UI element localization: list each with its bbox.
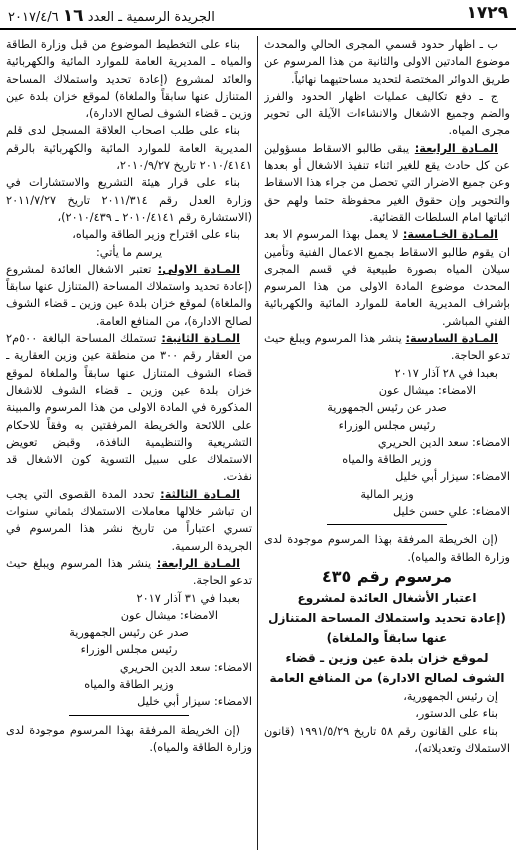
right-column: [264, 36, 510, 852]
issue-date: ٢٠١٧/٤/٦: [8, 10, 59, 25]
article-text: ينشر هذا المرسوم ويبلغ حيث تدعو الحاجة.: [6, 556, 252, 588]
pm-title: رئيس مجلس الوزراء: [80, 643, 178, 657]
publication-name: الجريدة الرسمية ـ العدد: [87, 10, 215, 25]
page-number: ١٧٢٩: [466, 3, 508, 23]
article-text: تعتبر الاشغال العائدة لمشروع (إعادة تحديد واستملاك المساحة (المتنازل عنها سابقاً والملغاة) لموقع خزان بلدة عين وزين ـ قضاء الشوف لصالح الادارة)، من المنافع العامة.: [6, 262, 252, 328]
signature-president: الامضاء: ميشال عون: [120, 608, 218, 622]
paragraph: ج ـ دفع تكاليف عمليات اظهار الحدود والفرز والضم وجميع الاشغال والانشاءات الآيلة الى تحوير مجرى المياه.: [264, 89, 510, 138]
article-text: تحدد المدة القصوى التي يجب ان تباشر خلالها معاملات الاستملاك بثماني سنوات تسري اعتباراً من تاريخ نشر هذا المرسوم في الجريدة الرسمية.: [6, 487, 252, 553]
separator: [327, 524, 447, 525]
attachment-note: (إن الخريطة المرفقة بهذا المرسوم موجودة لدى وزارة الطاقة والمياه).: [264, 533, 510, 564]
article-1: [6, 261, 252, 330]
paragraph: ب ـ اظهار حدود قسمي المجرى الحالي والمحدث موضوع المادتين الاولى والثانية من هذا المرسوم عن طريق الدوائر المختصة لتحديد مساحتيهما نهائياً.: [264, 38, 510, 86]
signature-president: الامضاء: ميشال عون: [378, 383, 476, 397]
issued-by: صدر عن رئيس الجمهورية: [327, 401, 447, 415]
energy-minister-title: وزير الطاقة والمياه: [342, 453, 432, 467]
preamble: بناء على الدستور،: [415, 707, 498, 721]
date-line: بعبدا في ٢٨ آذار ٢٠١٧: [394, 366, 498, 380]
article-label: المـادة السادسة:: [405, 332, 498, 346]
date-line: بعبدا في ٣١ آذار ٢٠١٧: [136, 591, 240, 605]
issue-number: ١٦: [62, 6, 84, 26]
signature-finance: الامضاء: علي حسن خليل: [392, 505, 510, 519]
preamble: بناء على القانون رقم ٥٨ تاريخ ١٩٩١/٥/٢٩ (قانون الاستملاك وتعديلاته)،: [264, 724, 510, 755]
article-label: المـادة الثالثة:: [160, 487, 240, 501]
signature-pm: الامضاء: سعد الدين الحريري: [377, 435, 510, 449]
preamble: بناء على قرار هيئة التشريع والاستشارات في وزارة العدل رقم ٢٠١١/٣١٤ تاريخ ٢٠١١/٧/٢٧ (الاستشارة رقم ٢٠١٠/٤١٤١ ـ ٢٠١٠/٤٣٩)،: [6, 176, 252, 224]
signature-pm: الامضاء: سعد الدين الحريري: [119, 660, 252, 674]
article-3: [6, 486, 252, 555]
article-text: تستملك المساحة البالغة ٥٠٠م٢ من العقار رقم ٣٠٠ من منطقة عين وزين العقارية ـ قضاء الشوف المتنازل عنها سابقاً والملغاة لموقع خزان بلدة عين وزين ـ قضاء الشوف للاشغال المذكورة في المادة الاولى من هذا المرسوم والمبينة على اللائحة والخريطة المرفقتين به وفقاً للاحكام التشريعية والتنظيمية النافذة، وقبض تعويض الاستملاك على سبيل التسوية كون الاشغال قد نفذت.: [6, 332, 252, 484]
signature-energy: الامضاء: سيزار أبي خليل: [395, 470, 510, 484]
article-4: [6, 555, 252, 590]
article-label: المـادة الخـامسة:: [402, 228, 498, 242]
decree-subject: (إعادة تحديد واستملاك المساحة المتنازل عنها سابقاً والملغاة): [268, 610, 506, 645]
decrees-line: يرسم ما يأتي:: [96, 245, 162, 259]
article-label: المـادة الرابعة:: [414, 141, 498, 155]
decree-subject: لموقع خزان بلدة عين وزين ـ قضاء الشوف لصالح الادارة) من المنافع العامة: [269, 650, 505, 685]
column-divider: [257, 36, 258, 850]
preamble: بناء على اقتراح وزير الطاقة والمياه،: [72, 228, 240, 242]
article-text: لا يعمل بهذا المرسوم الا بعد ان يقوم طالبو الاسقاط بجميع الاعمال الفنية وتأمين سيلان المياه بصورة طبيعية في قسم المجرى المحدث موضوع المادة الاولى من هذا المرسوم بإشراف المديرية العامة للموارد المائية والكهربائية الفني المباشر.: [264, 228, 510, 328]
article-label: المـادة الرابعة:: [156, 556, 240, 570]
preamble: بناء على التخطيط الموضوع من قبل وزارة الطاقة والمياه ـ المديرية العامة للموارد المائية والكهربائية والعائد لمشروع (إعادة تحديد واستملاك المساحة المتنازل عنها سابقاً والملغاة) لموقع خزان بلدة عين وزين ـ قضاء الشوف لصالح الادارة)،: [6, 38, 252, 121]
left-column: [6, 36, 252, 852]
article-label: المـادة الثانية:: [161, 332, 240, 346]
decree-title: مرسوم رقم ٤٣٥: [321, 566, 453, 586]
header-title: [8, 6, 215, 26]
signature-energy: الامضاء: سيزار أبي خليل: [137, 695, 252, 709]
article-4: [264, 140, 510, 226]
pm-title: رئيس مجلس الوزراء: [338, 418, 436, 432]
article-6: [264, 330, 510, 365]
energy-minister-title: وزير الطاقة والمياه: [84, 677, 174, 691]
attachment-note: (إن الخريطة المرفقة بهذا المرسوم موجودة لدى وزارة الطاقة والمياه).: [6, 723, 252, 754]
preamble: بناء على طلب اصحاب العلاقة المسجل لدى قلم المديرية العامة للموارد المائية والكهربائية بالرقم ٢٠١٠/٤١٤١ تاريخ ٢٠١٠/٩/٢٧،: [6, 124, 252, 173]
page-header: [0, 0, 516, 30]
article-text: يبقى طالبو الاسقاط مسؤولين عن كل حادث يقع للغير اثناء تنفيذ الاشغال أو بعدها وعن جميع الاضرار التي تحصل من جراء هذا الاسقاط والتحوير وإن حقوق الغير محفوظة حتما ولهم حق اثباتها امام السلطات القضائية.: [264, 141, 510, 224]
decree-subject: اعتبار الأشغال العائدة لمشروع: [297, 590, 477, 605]
article-label: المـادة الاولى:: [157, 262, 240, 276]
finance-minister-title: وزير المالية: [360, 487, 414, 501]
article-2: [6, 330, 252, 486]
preamble: إن رئيس الجمهورية،: [403, 689, 498, 703]
issued-by: صدر عن رئيس الجمهورية: [69, 626, 189, 640]
article-text: ينشر هذا المرسوم ويبلغ حيث تدعو الحاجة.: [264, 332, 510, 363]
separator: [69, 715, 189, 716]
article-5: [264, 226, 510, 330]
